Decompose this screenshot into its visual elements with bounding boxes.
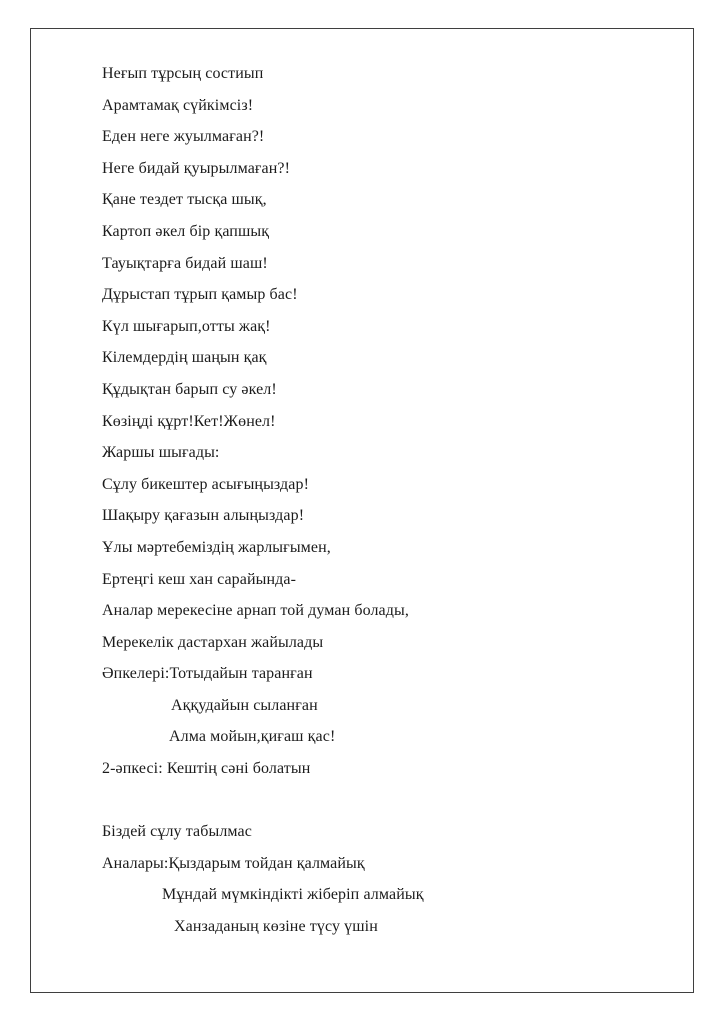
text-line: Ханзаданың көзіне түсу үшін bbox=[174, 918, 378, 936]
text-line: Неге бидай қуырылмаған?! bbox=[102, 159, 291, 177]
text-line: Құдықтан барып су әкел! bbox=[102, 380, 277, 398]
blank-line bbox=[102, 785, 669, 817]
text-line: Әпкелері:Тотыдайын таранған bbox=[102, 665, 313, 683]
text-line: Картоп әкел бір қапшық bbox=[102, 222, 270, 240]
text-line: Арамтамақ сүйкімсіз! bbox=[102, 96, 254, 114]
text-line: Аққудайын сыланған bbox=[171, 696, 318, 714]
text-line: 2-әпкесі: Кештің сәні болатын bbox=[102, 760, 311, 778]
document-page bbox=[30, 28, 694, 993]
text-line: Мерекелік дастархан жайылады bbox=[102, 633, 324, 651]
text-line: Неғып тұрсың состиып bbox=[102, 65, 264, 82]
text-line: Біздей сұлу табылмас bbox=[102, 823, 252, 841]
text-line: Еден неге жуылмаған?! bbox=[102, 128, 265, 146]
text-line: Жаршы шығады: bbox=[102, 444, 220, 462]
text-line: Көзіңді құрт!Кет!Жөнел! bbox=[102, 412, 276, 430]
text-line: Ұлы мәртебеміздің жарлығымен, bbox=[102, 538, 331, 556]
text-line: Алма мойын,қиғаш қас! bbox=[169, 728, 336, 746]
text-line: Қане тездет тысқа шық, bbox=[102, 191, 267, 209]
text-line: Аналар мерекесіне арнап той думан болады, bbox=[102, 602, 409, 620]
text-line: Сұлу бикештер асығыңыздар! bbox=[102, 475, 310, 493]
text-line: Мұндай мүмкіндікті жіберіп алмайық bbox=[162, 886, 424, 904]
text-line: Кілемдердің шаңын қақ bbox=[102, 349, 267, 367]
text-line: Аналары:Қыздарым тойдан қалмайық bbox=[102, 854, 365, 872]
text-line: Шақыру қағазын алыңыздар! bbox=[102, 507, 305, 525]
text-line: Ертеңгі кеш хан сарайында- bbox=[102, 570, 297, 588]
document-text-block bbox=[31, 29, 693, 943]
text-line: Дұрыстап тұрып қамыр бас! bbox=[102, 286, 298, 304]
text-line: Тауықтарға бидай шаш! bbox=[102, 254, 268, 272]
text-line: Күл шығарып,отты жақ! bbox=[102, 317, 271, 335]
